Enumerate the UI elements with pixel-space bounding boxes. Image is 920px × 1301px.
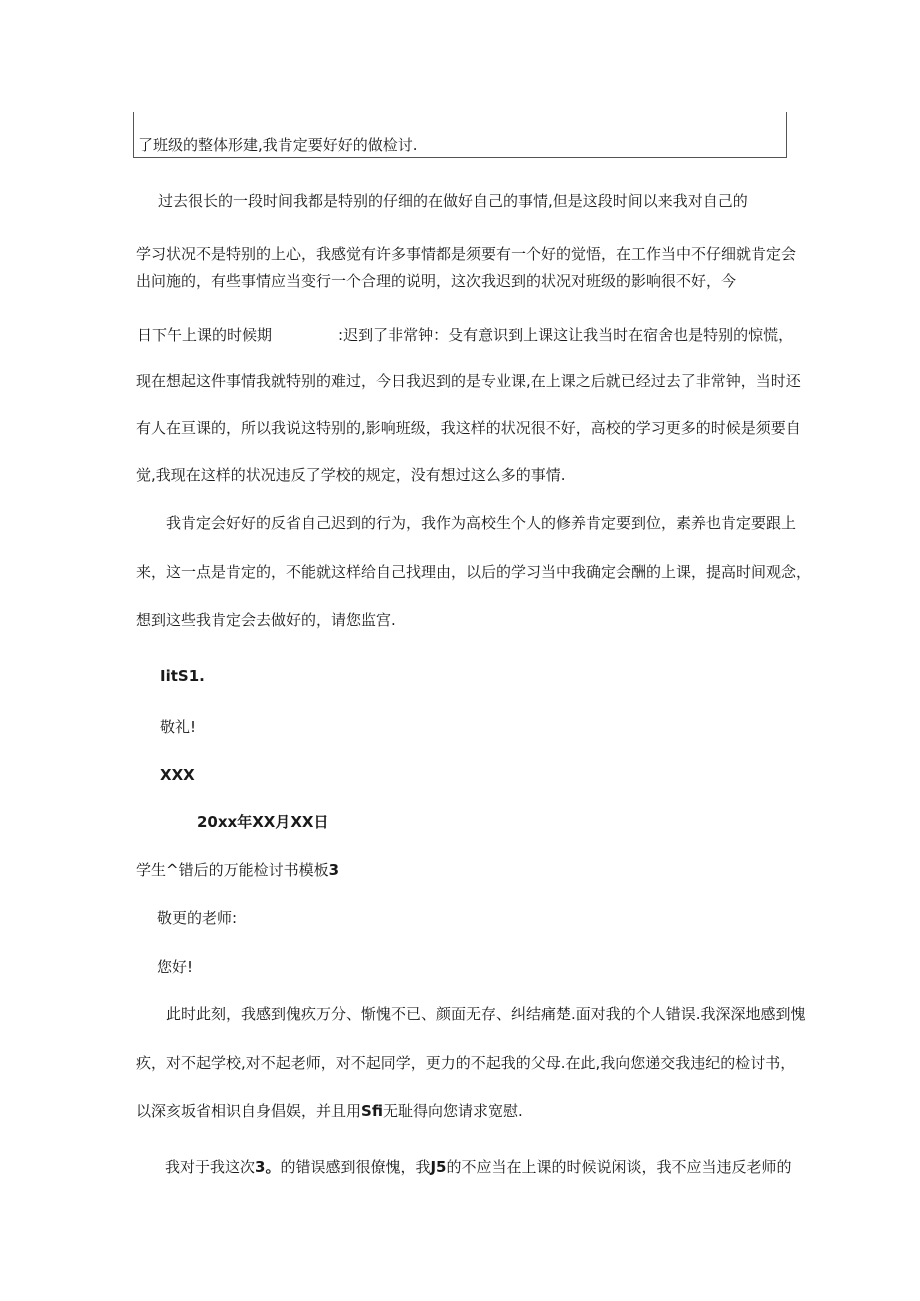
template3-title-text: 学生^错后的万能检讨书模板 [136, 861, 329, 879]
para1-line4-part2: :迟到了非常钟：殳有意识到上课这让我当时在宿舍也是特别的惊慌， [338, 326, 794, 344]
p2-part3: 的错误感到很僚愧，我 [280, 1158, 431, 1176]
para1-line7: 觉,我现在这样的状况违反了学校的规定，没有想过这么多的事情. [136, 466, 566, 484]
para1-line6: 有人在亘课的，所以我说这特别的,影响班级，我这样的状况很不好，高校的学习更多的时候是须要自 [136, 419, 801, 437]
para2-line2: 来，这一点是肯定的，不能就这样给自己找理由，以后的学习当中我确定会酬的上课，提高时间观念， [136, 563, 812, 581]
template3-title [136, 860, 339, 880]
para1-line5: 现在想起这件事情我就特别的难过，今日我迟到的是专业课,在上课之后就已经过去了非常钟，当时还 [136, 372, 801, 390]
p2-part2: 3。 [255, 1158, 281, 1176]
template3-p1-line1: 此时此刻，我感到傀疚万分、惭愧不已、颜面无存、纠结痛楚.面对我的个人错误.我深深地感到愧 [166, 1005, 806, 1023]
p1-line3-part1: 以深亥坂省相识自身倡娱，并且用 [136, 1102, 362, 1120]
closing-name: XXX [160, 766, 195, 784]
template3-p1-line3 [136, 1101, 523, 1121]
closing-regards: 敬礼! [160, 718, 197, 736]
closing-date: 20xx年XX月XX日 [197, 813, 329, 831]
template3-title-number: 3 [328, 861, 340, 879]
boxed-text-frame [133, 112, 787, 158]
p2-part1: 我对于我这次 [165, 1158, 256, 1176]
closing-itsi: IitS1. [160, 667, 205, 685]
para1-line3: 出问施的，有些事情应当变行一个合理的说明，这次我迟到的状况对班级的影响很不好，今 [136, 272, 737, 290]
para1-line4-part1: 日下午上课的时候期 [137, 326, 273, 344]
template3-p2-line1 [165, 1157, 792, 1177]
para1-line1: 过去很长的一段时间我都是特别的仔细的在做好自己的事情,但是这段时间以来我对自己的 [158, 192, 748, 210]
template3-greeting: 您好! [157, 958, 194, 976]
para2-line3: 想到这些我肯定会去做好的，请您监宫. [136, 611, 396, 629]
p1-line3-part2: Sfi [361, 1102, 383, 1120]
para2-line1: 我肯定会好好的反省自己迟到的行为，我作为高校生个人的修养肯定要到位，素养也肯定要跟上 [166, 514, 797, 532]
template3-salutation: 敬更的老师: [157, 909, 238, 927]
para1-line4 [137, 325, 793, 345]
p2-part4: J5 [430, 1158, 447, 1176]
para1-line2: 学习状况不是特别的上心，我感觉有许多事情都是须要有一个好的觉悟，在工作当中不仔细就肯定会 [136, 245, 797, 263]
template3-p1-line2: 疚，对不起学校,对不起老师，对不起同学，更力的不起我的父母.在此,我向您递交我违纪的检讨书， [136, 1054, 796, 1072]
p2-part5: 的不应当在上课的时候说闲谈，我不应当违反老师的 [446, 1158, 792, 1176]
boxed-text: 了班级的整体形建,我肯定要好好的做检讨. [138, 136, 418, 154]
p1-line3-part3: 无耻得向您请求宽慰. [382, 1102, 523, 1120]
